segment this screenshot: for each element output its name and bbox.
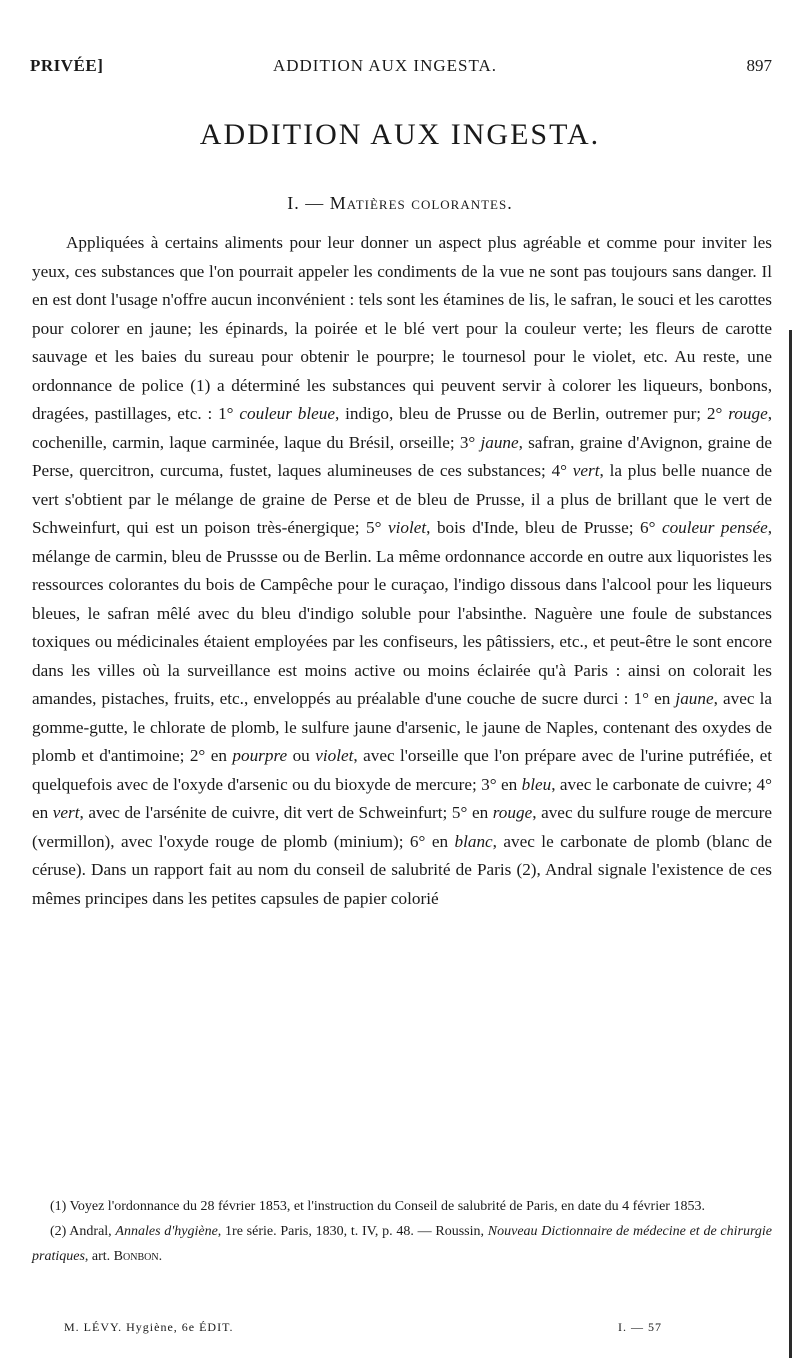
text-run: , mélange de carmin, bleu de Prussse ou de Berlin. La même ordonnance accorde en outre aux liquoristes les ressources colorantes du bois de Campêche pour le curaçao, l'indigo dissous dans l'alcool pour les liqueurs bleues, le safran mêlé avec du bleu d'indigo soluble pour l'absinthe. Naguère une foule de substances toxiques ou médicinales étaient employées par les confiseurs, les pâtissiers, etc., et peut-être le sont encore dans les villes où la surveillance est moins active ou moins éclairée qu'à Paris : ainsi on colorait les amandes, pistaches, fruits, etc., enveloppés au préalable d'une couche de sucre durci : 1° en [32, 518, 772, 708]
section-name: Matières colorantes. [329, 193, 513, 213]
text-run: (2) Andral, [50, 1224, 116, 1239]
footnote-1: (1) Voyez l'ordonnance du 28 février 1853, et l'instruction du Conseil de salubrité de Paris, en date du 4 février 1853. [50, 1199, 705, 1214]
italic-term: vert [572, 461, 600, 480]
running-head-left: PRIVÉE] [30, 56, 104, 75]
text-run: , avec l'orseille que l'on prépare avec de l'urine putréfiée, et quelquefois avec de l'oxyde d'arsenic ou du bioxyde de mercure; 3° en [32, 746, 773, 794]
text-run: . [158, 1249, 163, 1264]
text-run: , avec le carbonate de plomb (blanc de céruse). Dans un rapport fait au nom du conseil de salubrité de Paris (2), Andral signale l'existence de ces mêmes principes dans les petites capsules de papier colorié [32, 831, 772, 908]
italic-title: Annales d'hygiène [115, 1224, 218, 1239]
italic-term: rouge [728, 404, 768, 423]
text-run: , indigo, bleu de Prusse ou de Berlin, outremer pur; 2° [334, 404, 729, 423]
main-paragraph [32, 229, 772, 913]
page-number: 897 [746, 56, 772, 75]
text-run: , avec la gomme-gutte, le chlorate de plomb, le sulfure jaune d'arsenic, le jaune de Naples, contenant des oxydes de plomb et d'antimoine; 2° en [32, 689, 772, 765]
footnote-2 [32, 1219, 772, 1269]
text-run: ou [287, 746, 316, 765]
footnotes [32, 1194, 772, 1269]
italic-term: couleur pensée [661, 518, 768, 537]
running-head-title: ADDITION AUX INGESTA. [272, 56, 498, 75]
text-run: , la plus belle nuance de vert s'obtient par le mélange de graine de Perse et de bleu de Prusse, il a plus de brillant que le vert de Schweinfurt, qui est un poison très-énergique; 5° [32, 461, 772, 537]
small-caps-term: Bonbon [113, 1249, 159, 1264]
text-run: , safran, graine d'Avignon, graine de Perse, quercitron, curcuma, fustet, laques alumineuses de ces substances; 4° [32, 432, 772, 480]
italic-term: violet [387, 518, 427, 537]
italic-term: violet [315, 746, 354, 765]
signature-right: I. — 57 [618, 1320, 662, 1334]
scan-margin-edge [789, 330, 792, 1358]
italic-term: jaune [675, 689, 714, 708]
italic-term: pourpre [232, 746, 288, 765]
section-number: I. — [287, 193, 330, 213]
text-run: , art. [84, 1249, 114, 1264]
italic-term: couleur bleue [239, 404, 335, 423]
text-run: , bois d'Inde, bleu de Prusse; 6° [426, 518, 662, 537]
italic-term: blanc [454, 831, 493, 851]
text-run: , avec du sulfure rouge de mercure (vermillon), avec l'oxyde rouge de plomb (minium); 6° en [32, 803, 772, 851]
paragraph [32, 229, 772, 913]
chapter-title: ADDITION AUX INGESTA. [199, 118, 601, 151]
text-run: , avec de l'arsénite de cuivre, dit vert de Schweinfurt; 5° en [79, 803, 493, 822]
text-run: , avec le carbonate de cuivre; 4° en [32, 774, 773, 822]
italic-term: rouge [492, 803, 533, 822]
italic-term: vert [52, 803, 80, 822]
section-heading [0, 193, 800, 214]
signature-left: M. LÉVY. Hygiène, 6e ÉDIT. [64, 1320, 234, 1334]
italic-term: bleu [521, 774, 552, 794]
text-run: , cochenille, carmin, laque carminée, laque du Brésil, orseille; 3° [32, 404, 772, 452]
text-run: , 1re série. Paris, 1830, t. IV, p. 48. — Roussin, [217, 1224, 488, 1239]
running-head [0, 56, 800, 80]
italic-title: Nouveau Dictionnaire de médecine et de chirurgie pratiques [32, 1224, 772, 1264]
italic-term: jaune [480, 432, 519, 452]
text-run: Appliquées à certains aliments pour leur donner un aspect plus agréable et comme pour inviter les yeux, ces substances que l'on pourrait appeler les condiments de la vue ne sont pas toujours sans danger. Il en est dont l'usage n'offre aucun inconvénient : tels sont les étamines de lis, le safran, le souci et les carottes pour colorer en jaune; les épinards, la poirée et le blé vert pour la couleur verte; les fleurs de carotte sauvage et les baies du sureau pour obtenir le pourpre; le tournesol pour le violet, etc. Au reste, une ordonnance de police (1) a déterminé les substances qui peuvent servir à colorer les liqueurs, bonbons, dragées, pastillages, etc. : 1° [32, 233, 772, 423]
